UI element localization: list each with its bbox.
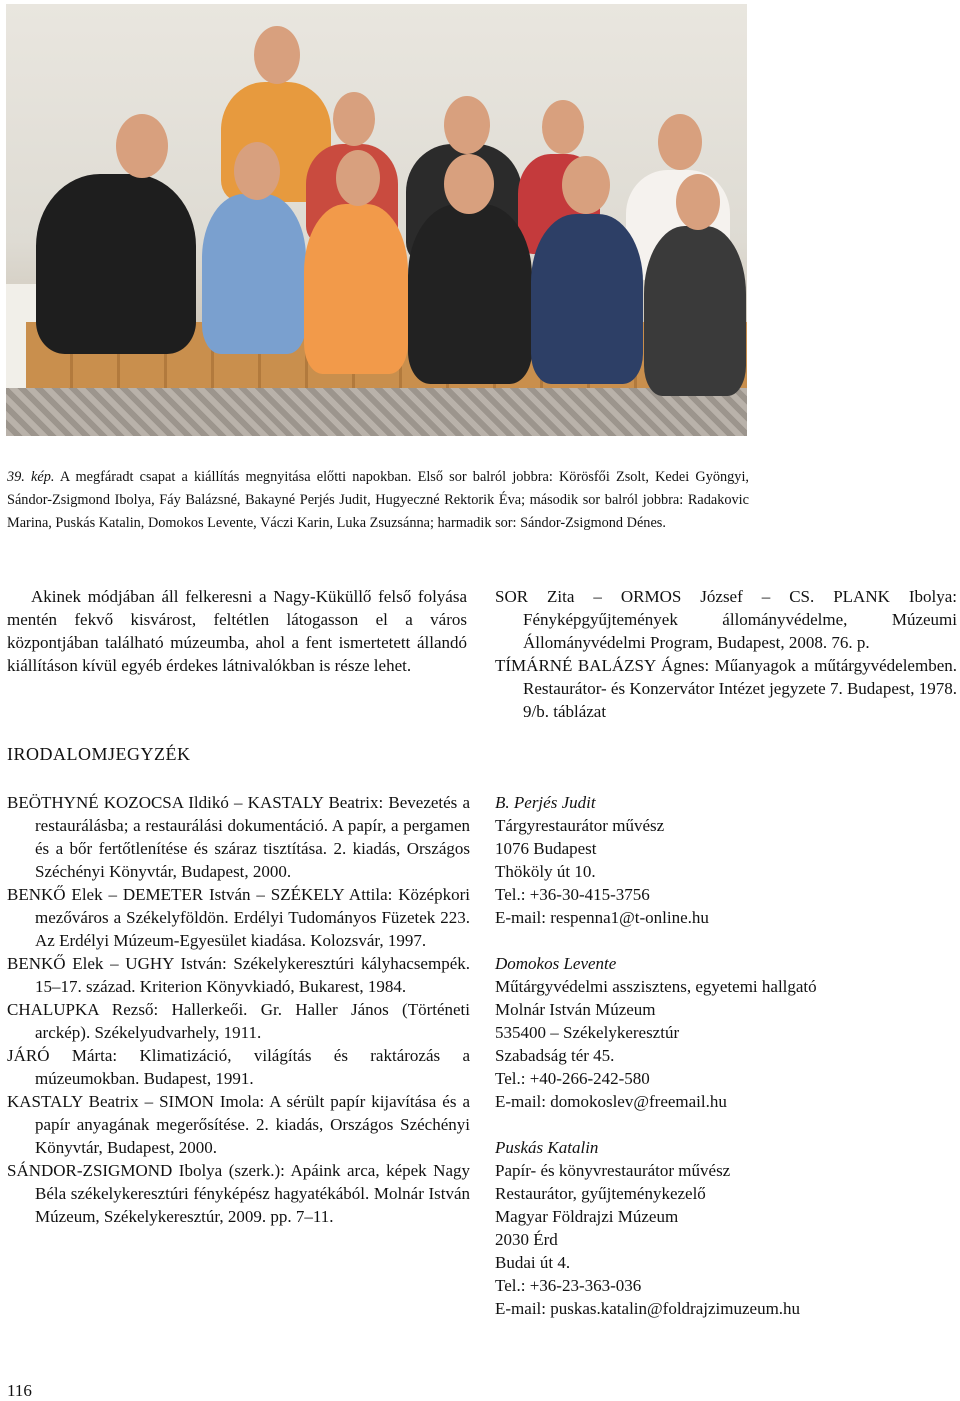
photo-head <box>333 92 375 146</box>
photo-head <box>658 114 702 170</box>
photo-head <box>116 114 168 178</box>
photo-person <box>408 204 532 384</box>
photo-person <box>531 214 643 384</box>
reference-item: CHALUPKA Rezső: Hallerkeői. Gr. Haller János (Történeti arckép). Székelyudvarhely, 1911. <box>7 1000 470 1042</box>
photo-person <box>202 194 306 354</box>
photo-head <box>542 100 584 154</box>
contact-line: Műtárgyvédelmi asszisztens, egyetemi hallgató <box>495 977 817 996</box>
contact-line: Budai út 4. <box>495 1253 571 1272</box>
photo-head <box>234 142 280 200</box>
contact-block <box>495 791 935 929</box>
contact-phone: Tel.: +36-30-415-3756 <box>495 885 650 904</box>
photo-head <box>336 150 380 206</box>
contact-name: B. Perjés Judit <box>495 793 596 812</box>
reference-item: SOR Zita – ORMOS József – CS. PLANK Ibolya: Fényképgyűjtemények állományvédelme, Múzeumi Állományvédelmi Program, Budapest, 2008. 76. p. <box>495 587 957 652</box>
photo-head <box>444 154 494 214</box>
photo-caption <box>7 466 749 535</box>
contact-block <box>495 952 935 1113</box>
intro-paragraph: Akinek módjában áll felkeresni a Nagy-Küküllő felső folyása mentén fekvő kisvárost, feltétlen látogasson el a város központjában található múzeumba, ahol a fent ismertetett állandó kiállításon kívül egyéb érdekes látnivalókban is része lehet. <box>7 587 467 675</box>
photo-floor <box>6 388 747 436</box>
contact-email[interactable]: E-mail: respenna1@t-online.hu <box>495 908 709 927</box>
photo-head <box>676 174 720 230</box>
reference-item: BENKŐ Elek – UGHY István: Székelykeresztúri kályhacsempék. 15–17. század. Kriterion Könyvkiadó, Bukarest, 1984. <box>7 954 470 996</box>
caption-label: 39. kép. <box>7 469 55 485</box>
reference-item: BENKŐ Elek – DEMETER István – SZÉKELY Attila: Középkori mezőváros a Székelyföldön. Erdélyi Tudományos Füzetek 223. Az Erdélyi Múzeum-Egyesület kiadása. Kolozsvár, 1997. <box>7 885 470 950</box>
contact-name: Puskás Katalin <box>495 1138 599 1157</box>
contact-email[interactable]: E-mail: puskas.katalin@foldrajzimuzeum.hu <box>495 1299 801 1318</box>
photo-person <box>644 226 746 396</box>
caption-text: A megfáradt csapat a kiállítás megnyitása előtti napokban. Első sor balról jobbra: Körösfői Zsolt, Kedei Gyöngyi, Sándor-Zsigmond Ibolya, Fáy Balázsné, Bakayné Perjés Judit, Hugyeczné Rektorik Éva; második sor balról jobbra: Radakovic Marina, Puskás Katalin, Domokos Levente, Váczi Karin, Luka Zsuzsánna; harmadik sor: Sándor-Zsigmond Dénes. <box>7 469 750 531</box>
photo-head <box>444 96 490 154</box>
photo-head <box>254 26 300 84</box>
contact-email[interactable]: E-mail: domokoslev@freemail.hu <box>495 1092 727 1111</box>
photo-person <box>36 174 196 354</box>
contact-line: Restaurátor, gyűjteménykezelő <box>495 1184 706 1203</box>
contact-line: Molnár István Múzeum <box>495 1000 656 1019</box>
contact-line: 1076 Budapest <box>495 839 597 858</box>
reference-item: SÁNDOR-ZSIGMOND Ibolya (szerk.): Apáink arca, képek Nagy Béla székelykeresztúri fényképész hagyatékából. Molnár István Múzeum, Székelykeresztúr, 2009. pp. 7–11. <box>7 1161 470 1226</box>
contact-line: 535400 – Székelykeresztúr <box>495 1023 680 1042</box>
bibliography-heading: IRODALOMJEGYZÉK <box>7 744 191 764</box>
contact-line: Tárgyrestaurátor művész <box>495 816 665 835</box>
reference-item: JÁRÓ Márta: Klimatizáció, világítás és raktározás a múzeumokban. Budapest, 1991. <box>7 1046 470 1088</box>
author-contacts <box>495 791 935 1343</box>
page-number: 116 <box>7 1381 32 1400</box>
contact-phone: Tel.: +40-266-242-580 <box>495 1069 650 1088</box>
reference-item: TÍMÁRNÉ BALÁZSY Ágnes: Műanyagok a műtárgyvédelemben. Restaurátor- és Konzervátor Intézet jegyzete 7. Budapest, 1978. 9/b. táblázat <box>495 656 957 721</box>
contact-line: Szabadság tér 45. <box>495 1046 615 1065</box>
contact-line: Thököly út 10. <box>495 862 596 881</box>
reference-item: KASTALY Beatrix – SIMON Imola: A sérült papír kijavítása és a papír anyagának megerősítése. 2. kiadás, Országos Széchényi Könyvtár, Budapest, 2000. <box>7 1092 470 1157</box>
contact-phone: Tel.: +36-23-363-036 <box>495 1276 642 1295</box>
contact-block <box>495 1136 935 1320</box>
contact-line: Papír- és könyvrestaurátor művész <box>495 1161 731 1180</box>
references-list <box>7 791 470 1228</box>
contact-line: Magyar Földrajzi Múzeum <box>495 1207 679 1226</box>
contact-line: 2030 Érd <box>495 1230 558 1249</box>
contact-name: Domokos Levente <box>495 954 617 973</box>
photo-head <box>562 156 610 214</box>
photo-person <box>304 204 408 374</box>
group-photo <box>6 4 747 436</box>
reference-item: BEÖTHYNÉ KOZOCSA Ildikó – KASTALY Beatrix: Bevezetés a restaurálásba; a restaurálási dokumentáció. A papír, a pergamen és a bőr fertőtlenítése és száraz tisztítása. 2. kiadás, Országos Széchényi Könyvtár, Budapest, 2000. <box>7 793 470 881</box>
references-continued <box>495 585 957 723</box>
